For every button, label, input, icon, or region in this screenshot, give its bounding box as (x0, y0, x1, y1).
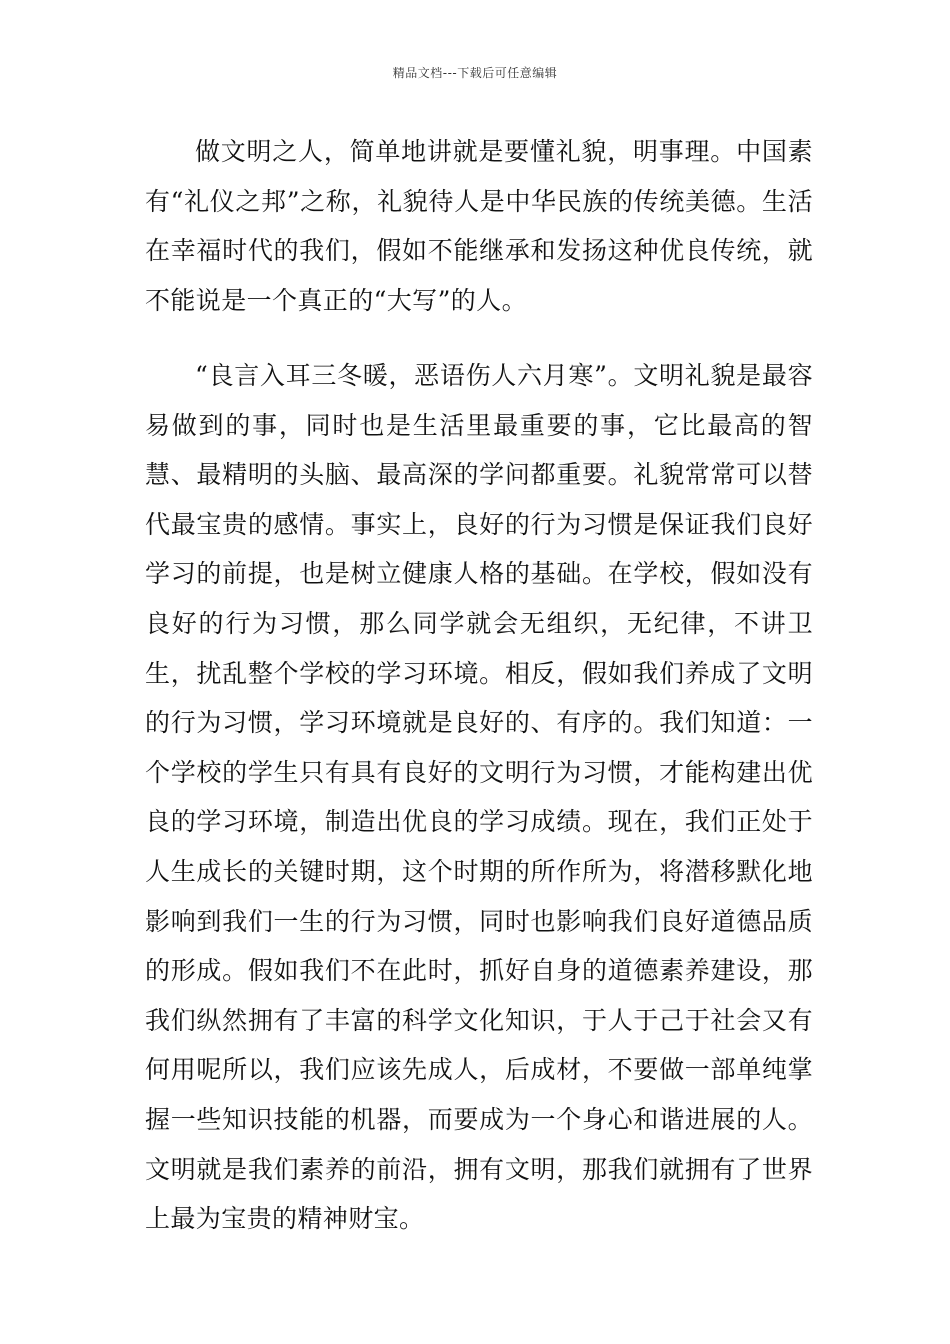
paragraph-1: 做文明之人，简单地讲就是要懂礼貌，明事理。中国素有“礼仪之邦”之称，礼貌待人是中华民族的传统美德。生活在幸福时代的我们，假如不能继承和发扬这种优良传统，就不能说是一个真正的“大写”的人。 (145, 137, 813, 315)
paragraph-2: “良言入耳三冬暖，恶语伤人六月寒”。文明礼貌是最容易做到的事，同时也是生活里最重要的事，它比最高的智慧、最精明的头脑、最高深的学问都重要。礼貌常常可以替代最宝贵的感情。事实上，良好的行为习惯是保证我们良好学习的前提，也是树立健康人格的基础。在学校，假如没有良好的行为习惯，那么同学就会无组织，无纪律，不讲卫生，扰乱整个学校的学习环境。相反，假如我们养成了文明的行为习惯，学习环境就是良好的、有序的。我们知道：一个学校的学生只有具有良好的文明行为习惯，才能构建出优良的学习环境，制造出优良的学习成绩。现在，我们正处于人生成长的关键时期，这个时期的所作所为，将潜移默化地影响到我们一生的行为习惯，同时也影响我们良好道德品质的形成。假如我们不在此时，抓好自身的道德素养建设，那我们纵然拥有了丰富的科学文化知识，于人于己于社会又有何用呢所以，我们应该先成人，后成材，不要做一部单纯掌握一些知识技能的机器，而要成为一个身心和谐进展的人。文明就是我们素养的前沿，拥有文明，那我们就拥有了世界上最为宝贵的精神财宝。 (145, 361, 813, 1234)
page-header: 精品文档---下载后可任意编辑 (392, 66, 558, 80)
